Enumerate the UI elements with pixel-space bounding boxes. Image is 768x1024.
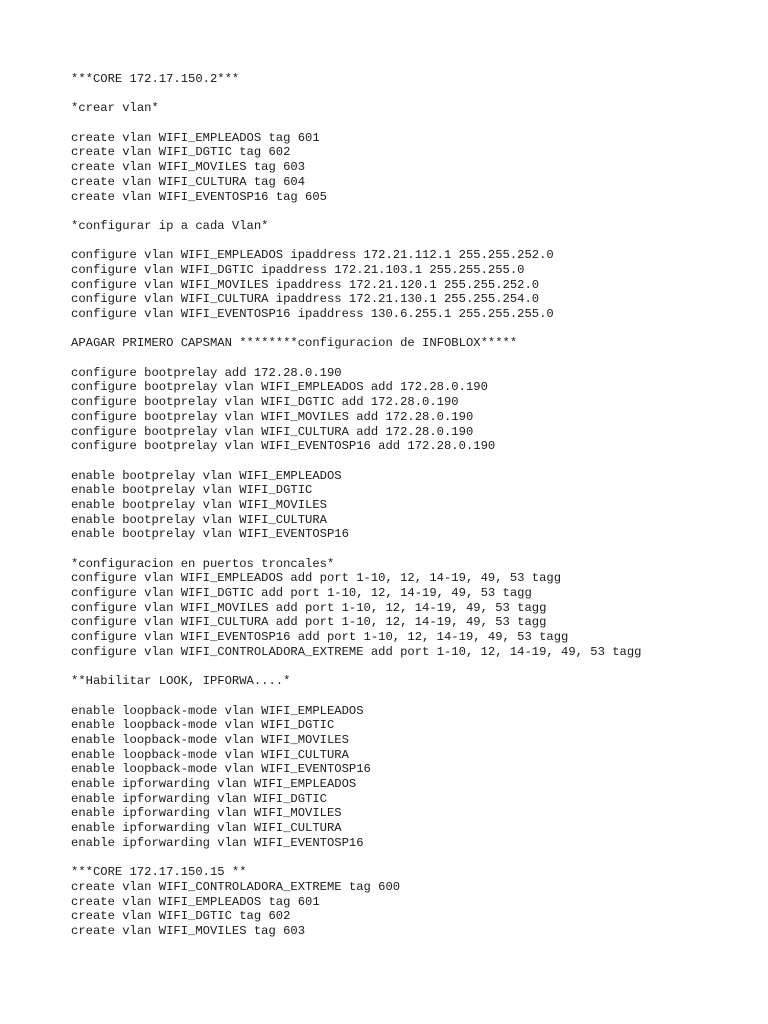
command-line: configure vlan WIFI_EMPLEADOS ipaddress 172.21.112.1 255.255.252.0 (71, 248, 554, 263)
command-line: configure vlan WIFI_EVENTOSP16 add port 1-10, 12, 14-19, 49, 53 tagg (71, 630, 569, 645)
blank-line (71, 454, 751, 469)
blank-line (71, 87, 751, 102)
command-line: configure bootprelay vlan WIFI_EVENTOSP16 add 172.28.0.190 (71, 439, 496, 454)
command-line: configure vlan WIFI_MOVILES add port 1-10, 12, 14-19, 49, 53 tagg (71, 600, 547, 615)
command-line: configure vlan WIFI_EMPLEADOS add port 1-10, 12, 14-19, 49, 53 tagg (71, 571, 562, 586)
command-line: enable loopback-mode vlan WIFI_MOVILES (71, 732, 349, 747)
subsection-heading: *crear vlan* (71, 101, 159, 116)
blank-line (71, 234, 751, 249)
command-line: create vlan WIFI_MOVILES tag 603 (71, 160, 306, 175)
command-line: configure vlan WIFI_CULTURA add port 1-10, 12, 14-19, 49, 53 tagg (71, 615, 547, 630)
command-line: enable bootprelay vlan WIFI_MOVILES (71, 497, 327, 512)
command-line: create vlan WIFI_DGTIC tag 602 (71, 909, 291, 924)
command-line: configure bootprelay vlan WIFI_CULTURA add 172.28.0.190 (71, 424, 474, 439)
command-line: configure bootprelay vlan WIFI_DGTIC add 172.28.0.190 (71, 395, 459, 410)
subsection-heading: **Habilitar LOOK, IPFORWA....* (71, 674, 291, 689)
command-line: enable ipforwarding vlan WIFI_CULTURA (71, 821, 342, 836)
command-line: create vlan WIFI_EMPLEADOS tag 601 (71, 130, 320, 145)
command-line: create vlan WIFI_DGTIC tag 602 (71, 145, 291, 160)
command-line: enable loopback-mode vlan WIFI_EMPLEADOS (71, 703, 364, 718)
blank-line (71, 660, 751, 675)
command-line: configure vlan WIFI_MOVILES ipaddress 172.21.120.1 255.255.252.0 (71, 277, 540, 292)
command-line: enable ipforwarding vlan WIFI_EMPLEADOS (71, 777, 357, 791)
command-line: configure vlan WIFI_DGTIC ipaddress 172.21.103.1 255.255.255.0 (71, 262, 525, 277)
section-heading: ***CORE 172.17.150.2*** (71, 72, 240, 86)
command-line: configure vlan WIFI_DGTIC add port 1-10, 12, 14-19, 49, 53 tagg (71, 586, 532, 601)
command-line: enable ipforwarding vlan WIFI_DGTIC (71, 791, 327, 806)
subsection-heading: *configuracion en puertos troncales* (71, 556, 335, 571)
command-line: configure bootprelay vlan WIFI_MOVILES add 172.28.0.190 (71, 409, 474, 424)
command-line: enable ipforwarding vlan WIFI_MOVILES (71, 806, 342, 821)
command-line: create vlan WIFI_CONTROLADORA_EXTREME tag 600 (71, 879, 401, 894)
command-line: configure vlan WIFI_CONTROLADORA_EXTREME add port 1-10, 12, 14-19, 49, 53 tagg (71, 644, 642, 659)
blank-line (71, 116, 751, 131)
command-line: enable loopback-mode vlan WIFI_EVENTOSP16 (71, 762, 371, 777)
command-line: enable ipforwarding vlan WIFI_EVENTOSP16 (71, 835, 364, 850)
blank-line (71, 542, 751, 557)
command-line: enable bootprelay vlan WIFI_EVENTOSP16 (71, 527, 349, 542)
command-line: enable bootprelay vlan WIFI_EMPLEADOS (71, 468, 342, 483)
blank-line (71, 351, 751, 366)
command-line: configure bootprelay add 172.28.0.190 (71, 365, 342, 380)
blank-line (71, 322, 751, 337)
command-line: configure vlan WIFI_CULTURA ipaddress 172.21.130.1 255.255.254.0 (71, 292, 540, 307)
command-line: enable loopback-mode vlan WIFI_CULTURA (71, 747, 349, 762)
command-line: create vlan WIFI_EMPLEADOS tag 601 (71, 894, 320, 909)
subsection-heading: *configurar ip a cada Vlan* (71, 218, 269, 233)
blank-line (71, 850, 751, 865)
blank-line (71, 689, 751, 704)
command-line: enable loopback-mode vlan WIFI_DGTIC (71, 718, 335, 733)
command-line: create vlan WIFI_EVENTOSP16 tag 605 (71, 189, 327, 204)
command-line: configure bootprelay vlan WIFI_EMPLEADOS add 172.28.0.190 (71, 380, 488, 395)
document-page (71, 72, 751, 939)
command-line: configure vlan WIFI_EVENTOSP16 ipaddress 130.6.255.1 255.255.255.0 (71, 307, 554, 321)
command-line: enable bootprelay vlan WIFI_CULTURA (71, 512, 327, 527)
command-line: enable bootprelay vlan WIFI_DGTIC (71, 483, 313, 498)
section-heading: ***CORE 172.17.150.15 ** (71, 865, 247, 880)
blank-line (71, 204, 751, 219)
command-line: create vlan WIFI_MOVILES tag 603 (71, 923, 306, 938)
command-line: create vlan WIFI_CULTURA tag 604 (71, 174, 306, 189)
subsection-heading: APAGAR PRIMERO CAPSMAN ********configuracion de INFOBLOX***** (71, 336, 518, 351)
